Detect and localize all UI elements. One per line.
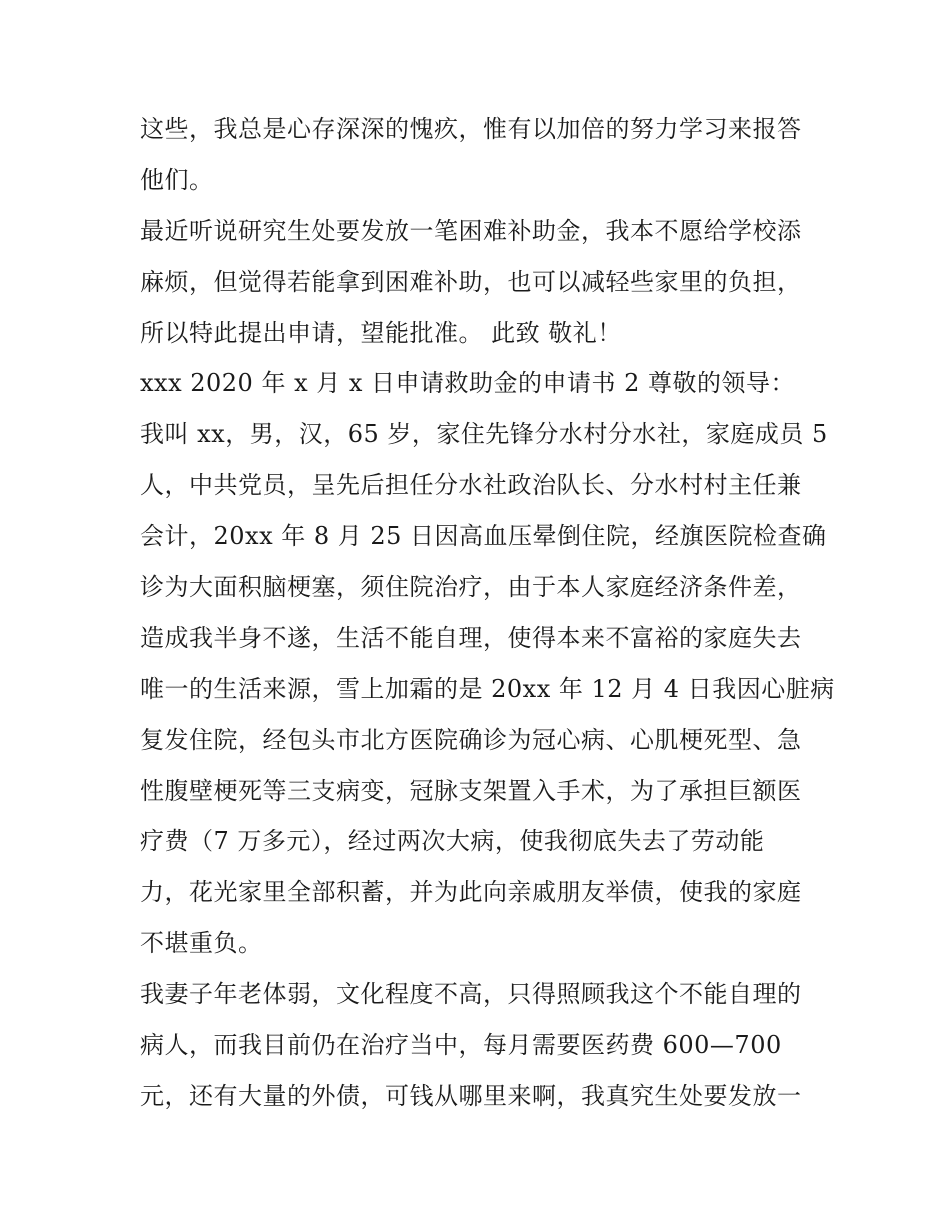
text-line: 人，中共党员，呈先后担任分水社政治队长、分水村村主任兼 xyxy=(140,471,802,500)
text-line: 会计，20xx 年 8 月 25 日因高血压晕倒住院，经旗医院检查确 xyxy=(140,522,827,551)
text-line: 疗费（7 万多元），经过两次大病，使我彻底失去了劳动能 xyxy=(140,827,765,856)
text-line: 唯一的生活来源，雪上加霜的是 20xx 年 12 月 4 日我因心脏病 xyxy=(140,674,835,703)
text-line: 元，还有大量的外债，可钱从哪里来啊，我真究生处要发放一 xyxy=(140,1081,802,1110)
text-line: 不堪重负。 xyxy=(140,929,263,958)
text-line: xxx 2020 年 x 月 x 日申请救助金的申请书 2 尊敬的领导： xyxy=(140,369,796,398)
text-line: 所以特此提出申请，望能批准。 此致 敬礼！ xyxy=(140,318,622,347)
text-line: 我妻子年老体弱，文化程度不高，只得照顾我这个不能自理的 xyxy=(140,980,802,1009)
text-line: 这些，我总是心存深深的愧疚，惟有以加倍的努力学习来报答 xyxy=(140,115,802,143)
text-line: 他们。 xyxy=(140,165,214,194)
text-line: 复发住院，经包头市北方医院确诊为冠心病、心肌梗死型、急 xyxy=(140,725,802,754)
text-line: 性腹壁梗死等三支病变，冠脉支架置入手术，为了承担巨额医 xyxy=(140,776,802,805)
text-line: 最近听说研究生处要发放一笔困难补助金，我本不愿给学校添 xyxy=(140,216,802,245)
text-line: 力，花光家里全部积蓄，并为此向亲戚朋友举债，使我的家庭 xyxy=(140,878,802,907)
text-line: 我叫 xx，男，汉，65 岁，家住先锋分水村分水社，家庭成员 5 xyxy=(140,420,828,449)
document-body xyxy=(140,104,835,1122)
text-line: 麻烦，但觉得若能拿到困难补助，也可以减轻些家里的负担， xyxy=(140,267,802,296)
text-line: 造成我半身不遂，生活不能自理，使得本来不富裕的家庭失去 xyxy=(140,623,802,652)
text-line: 诊为大面积脑梗塞，须住院治疗，由于本人家庭经济条件差， xyxy=(140,573,802,602)
text-line: 病人，而我目前仍在治疗当中，每月需要医药费 600—700 xyxy=(140,1031,782,1060)
